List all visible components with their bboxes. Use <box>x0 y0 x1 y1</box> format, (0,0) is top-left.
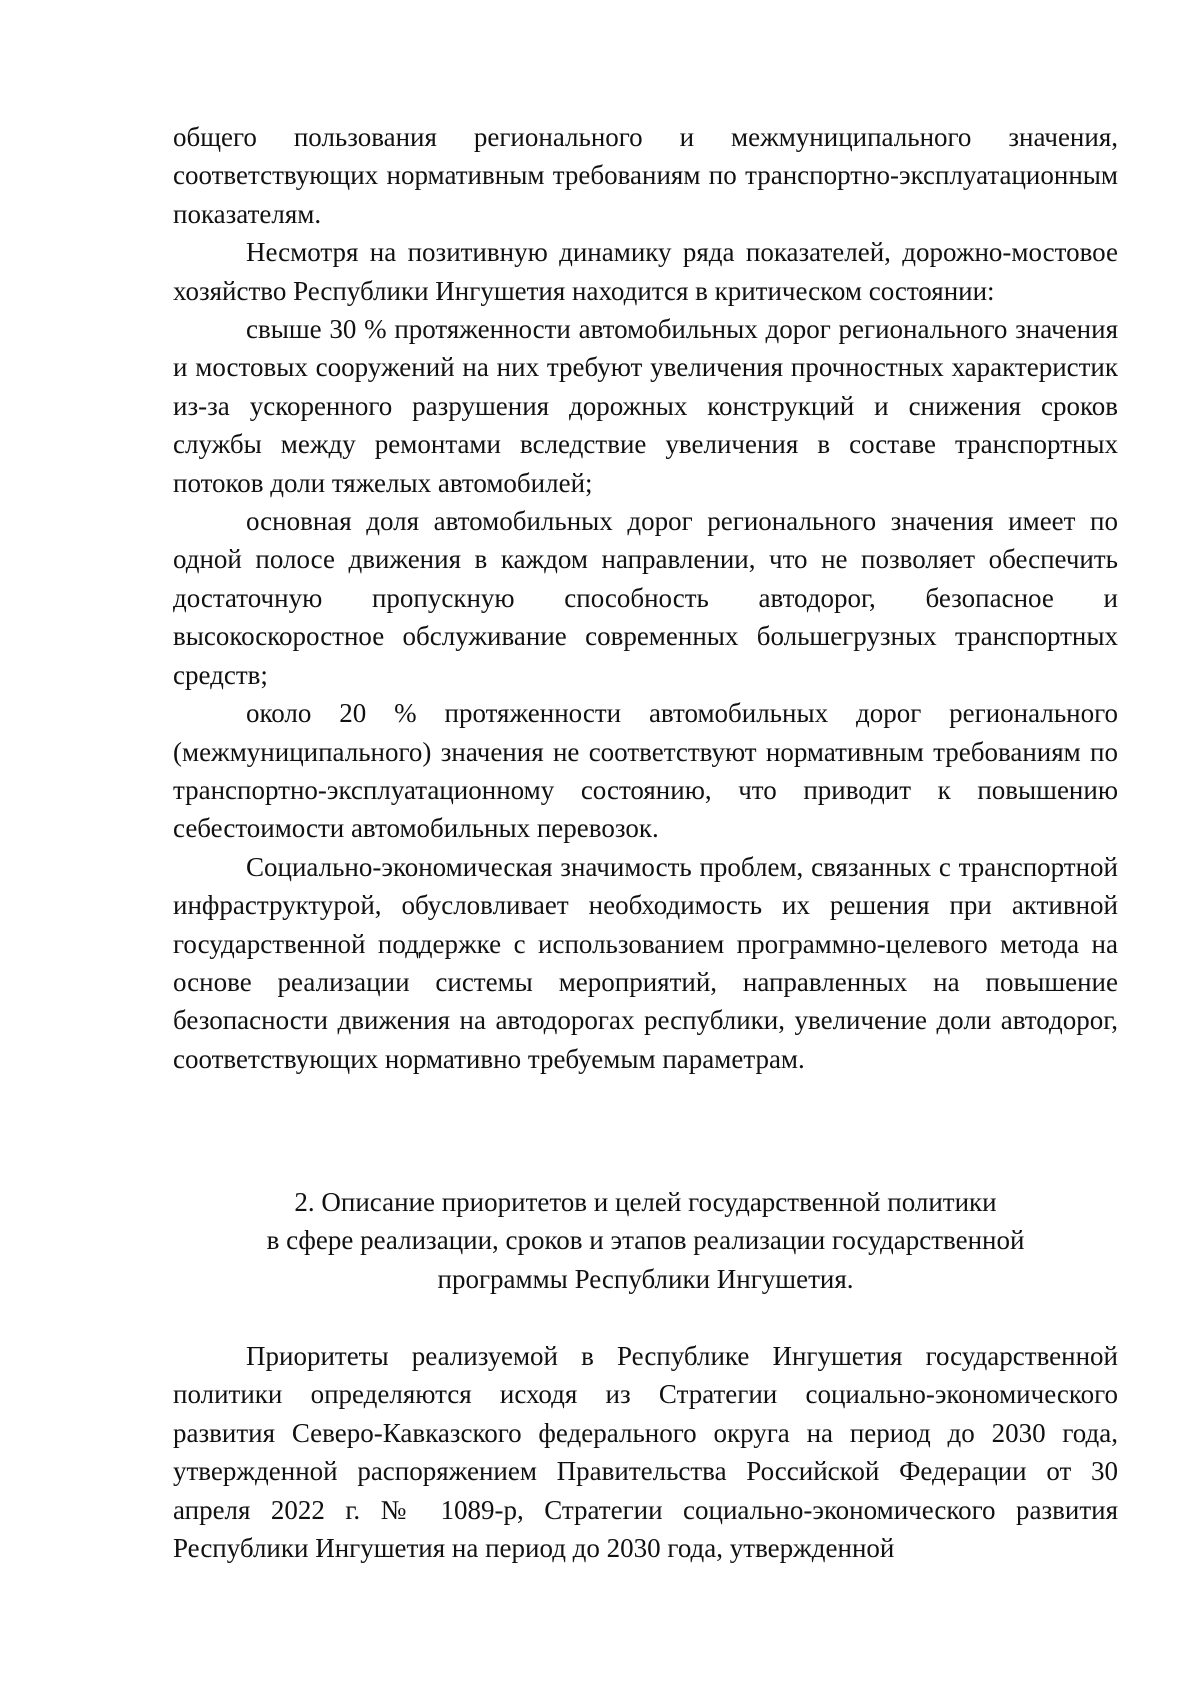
paragraph-nonconforming-roads: около 20 % протяженности автомобильных дорог регионального (межмуниципального) значения не соответствуют нормативным требованиям по транспортно-эксплуатационному состоянию, что приводит к повышению себестоимости автомобильных перевозок. <box>173 698 1118 844</box>
section-heading-line-3: программы Республики Ингушетия. <box>437 1263 854 1294</box>
section-heading <box>173 1183 1118 1298</box>
paragraph-strength-requirements: свыше 30 % протяженности автомобильных дорог регионального значения и мостовых сооружений на них требуют увеличения прочностных характеристик из-за ускоренного разрушения дорожных конструкций и снижения сроков службы между ремонтами вследствие увеличения в составе транспортных потоков доли тяжелых автомобилей; <box>173 314 1118 498</box>
body-text-lower <box>173 1337 1118 1567</box>
paragraph-single-lane: основная доля автомобильных дорог регионального значения имеет по одной полосе движения в каждом направлении, что не позволяет обеспечить достаточную пропускную способность автодорог, безопасное и высокоскоростное обслуживание современных большегрузных транспортных средств; <box>173 506 1118 690</box>
paragraph-critical-state: Несмотря на позитивную динамику ряда показателей, дорожно-мостовое хозяйство Республики Ингушетия находится в критическом состоянии: <box>173 237 1118 306</box>
paragraph-socio-economic-significance: Социально-экономическая значимость проблем, связанных с транспортной инфраструктурой, обусловливает необходимость их решения при активной государственной поддержке с использованием программно-целевого метода на основе реализации системы мероприятий, направленных на повышение безопасности движения на автодорогах республики, увеличение доли автодорог, соответствующих нормативно требуемым параметрам. <box>173 851 1118 1074</box>
paragraph-policy-priorities: Приоритеты реализуемой в Республике Ингушетия государственной политики определяются исходя из Стратегии социально-экономического развития Северо-Кавказского федерального округа на период до 2030 года, утвержденной распоряжением Правительства Российской Федерации от 30 апреля 2022 г. № 1089-р, Стратегии социально-экономического развития Республики Ингушетия на период до 2030 года, утвержденной <box>173 1341 1118 1564</box>
body-text-upper <box>173 118 1118 1078</box>
section-heading-line-1: 2. Описание приоритетов и целей государственной политики <box>294 1187 997 1217</box>
intro-continuation-paragraph: общего пользования регионального и межмуниципального значения, соответствующих нормативным требованиям по транспортно-эксплуатационным показателям. <box>173 122 1118 229</box>
section-heading-line-2: в сфере реализации, сроков и этапов реализации государственной <box>266 1225 1025 1256</box>
